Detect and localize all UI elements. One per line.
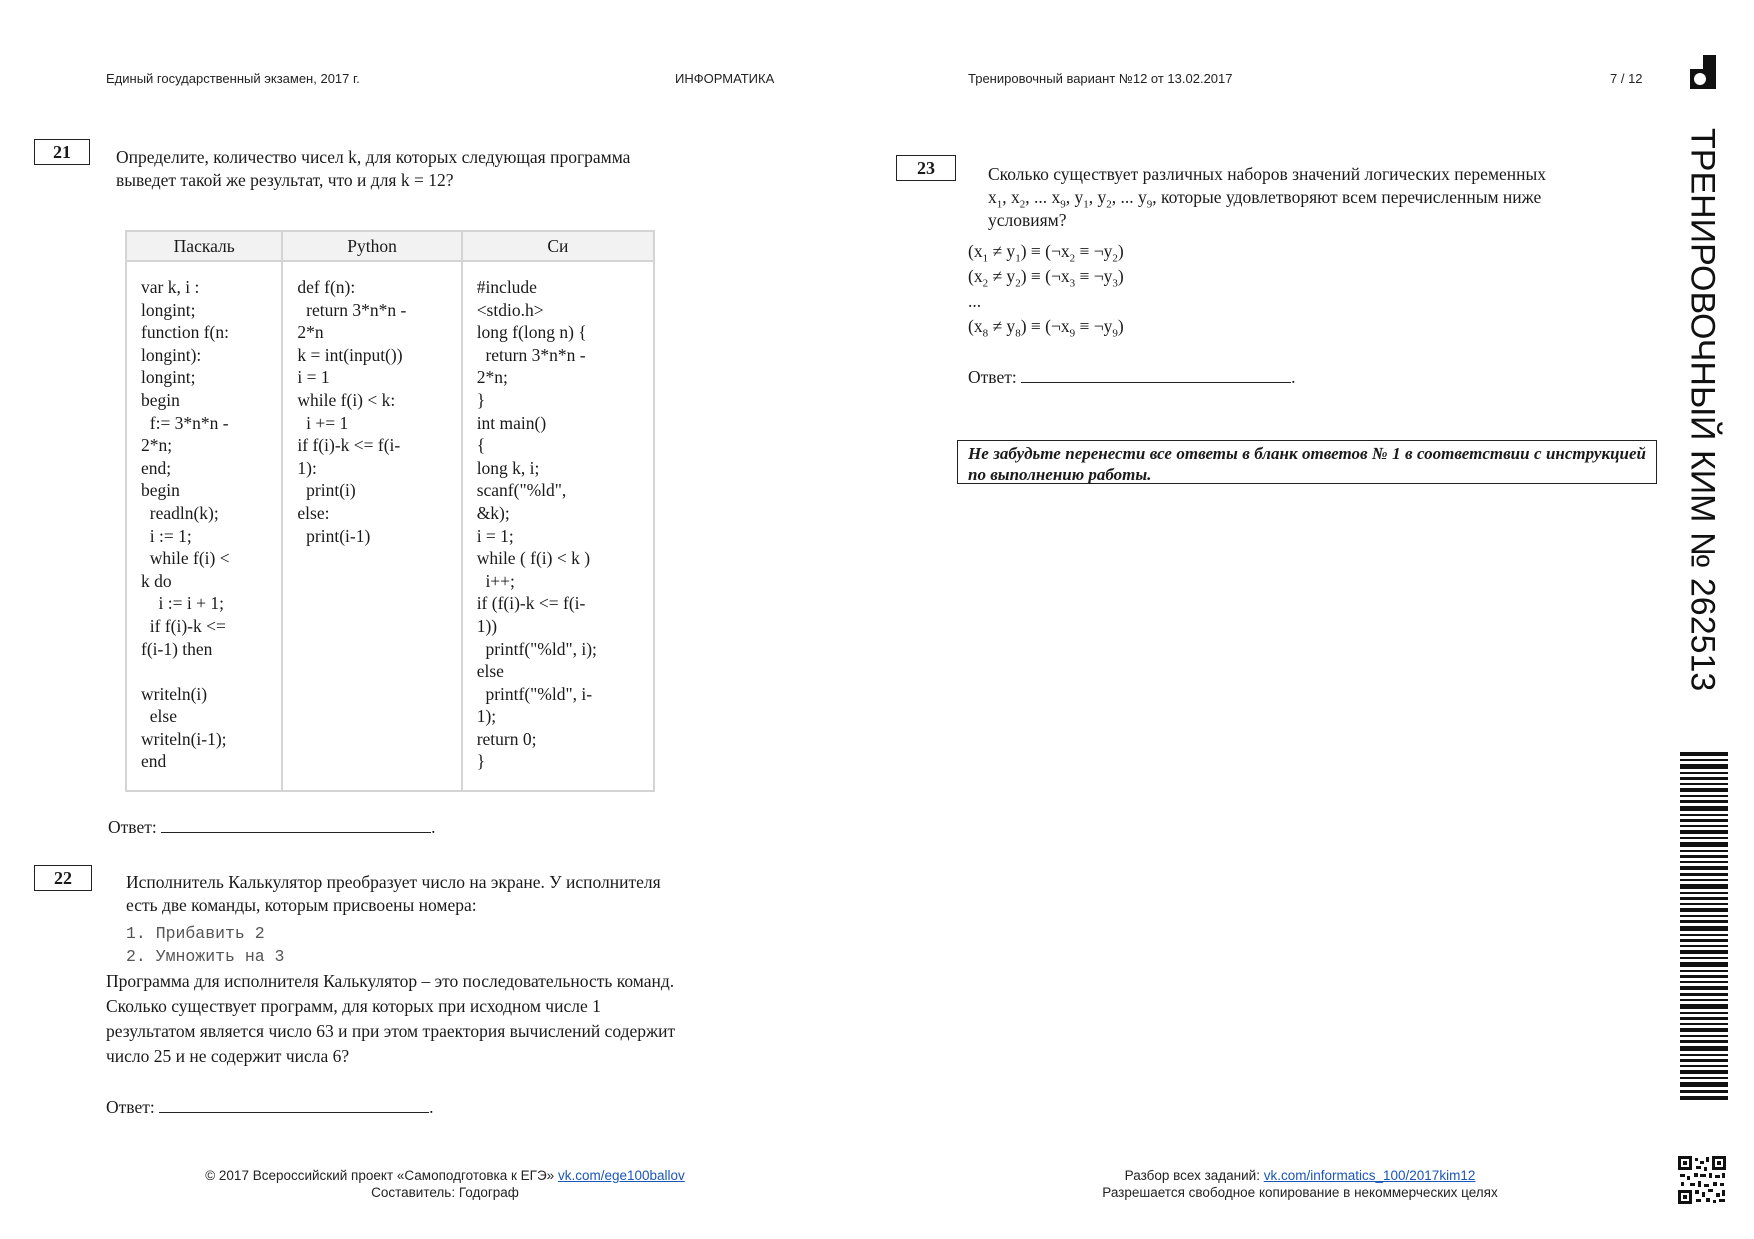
header-exam-title: Единый государственный экзамен, 2017 г. [106, 71, 360, 86]
code-header-python: Python [282, 231, 461, 261]
side-title: ТРЕНИРОВОЧНЫЙ КИМ № 262513 [1683, 128, 1722, 692]
answer-field[interactable] [161, 814, 431, 833]
task-22-text-line1: Исполнитель Калькулятор преобразует число на экране. У исполнителя [126, 872, 661, 892]
task-23-text-line2: $x_1$, $x_2$, ... $x_9$, $y_1$, $y_2$, ... $y_9$, которые удовлетворяют всем перечисленным ниже [988, 187, 1542, 211]
reminder-box: Не забудьте перенести все ответы в бланк ответов № 1 в соответствии с инструкцией по выполнению работы. [957, 440, 1657, 484]
footer-solutions-link[interactable]: vk.com/informatics_100/2017kim12 [1263, 1168, 1476, 1183]
task-22-paragraph-line2: Сколько существует программ, для которых при исходном числе 1 [106, 996, 601, 1016]
code-pascal: var k, i : longint; function f(n: longint): longint; begin f:= 3*n*n - 2*n; end; begin readln(k); i := 1; while f(i) < k do i := i + 1; if f(i)-k <= f(i-1) then writeln(i) else writeln(i-1); end [126, 261, 282, 791]
footer-left-line2: Составитель: Годограф [371, 1185, 519, 1200]
footer-right-line2: Разрешается свободное копирование в некоммерческих целях [1102, 1185, 1498, 1200]
barcode-icon [1680, 752, 1732, 1102]
answer-field[interactable] [1021, 364, 1291, 383]
command-1: 1. Прибавить 2 [126, 924, 265, 943]
task-22-answer: Ответ: . [106, 1094, 433, 1119]
corner-logo-icon [1690, 55, 1716, 89]
code-header-c: Си [462, 231, 654, 261]
task-22-number: 22 [34, 865, 92, 891]
command-2: 2. Умножить на 3 [126, 947, 285, 966]
code-table [125, 230, 655, 792]
footer-project-link[interactable]: vk.com/ege100ballov [557, 1168, 685, 1183]
condition-2: $(x_2 \ne y_2)$ ≡ ($\neg x_3$ ≡ $\neg y_3$) [968, 266, 1124, 290]
task-21-text-line2: выведет такой же результат, что и для k = 12? [116, 170, 454, 190]
code-header-pascal: Паскаль [126, 231, 282, 261]
task-21-answer: Ответ: . [108, 814, 435, 839]
task-23-number: 23 [896, 155, 956, 181]
header-page-number: 7 / 12 [1610, 71, 1643, 86]
header-subject: ИНФОРМАТИКА [675, 71, 775, 86]
task-22-paragraph-line4: число 25 и не содержит числа 6? [106, 1046, 350, 1066]
task-22-paragraph-line3: результатом является число 63 и при этом траектория вычислений содержит [106, 1021, 676, 1041]
header-variant: Тренировочный вариант №12 от 13.02.2017 [968, 71, 1233, 86]
footer-left-line1: © 2017 Всероссийский проект «Самоподготовка к ЕГЭ» vk.com/ege100ballov [205, 1168, 685, 1183]
footer-right-line1: Разбор всех заданий: vk.com/informatics_100/2017kim12 [1124, 1168, 1476, 1183]
task-21-text-line1: Определите, количество чисел k, для которых следующая программа [116, 147, 631, 167]
qr-code-icon [1678, 1156, 1726, 1204]
code-c: #include <stdio.h> long f(long n) { return 3*n*n - 2*n; } int main() { long k, i; scanf("%ld", &k); i = 1; while ( f(i) < k ) i++; if (f(i)-k <= f(i- 1)) printf("%ld", i); else printf("%ld", i- 1); return 0; } [462, 261, 654, 791]
task-23-text-line1: Сколько существует различных наборов значений логических переменных [988, 164, 1547, 184]
condition-ellipsis: ... [968, 291, 982, 311]
task-23-text-line3: условиям? [988, 210, 1067, 230]
task-22-text-line2: есть две команды, которым присвоены номера: [126, 895, 477, 915]
task-21-number: 21 [34, 139, 90, 165]
answer-label: Ответ: [106, 1097, 155, 1117]
answer-label: Ответ: [108, 817, 157, 837]
condition-8: $(x_8 \ne y_8)$ ≡ ($\neg x_9$ ≡ $\neg y_9$) [968, 316, 1124, 340]
code-python: def f(n): return 3*n*n - 2*n k = int(input()) i = 1 while f(i) < k: i += 1 if f(i)-k <= f(i- 1): print(i) else: print(i-1) [282, 261, 461, 791]
condition-1: $(x_1 \ne y_1)$ ≡ ($\neg x_2$ ≡ $\neg y_2$) [968, 241, 1124, 265]
answer-label: Ответ: [968, 367, 1017, 387]
answer-field[interactable] [159, 1094, 429, 1113]
task-22-paragraph-line1: Программа для исполнителя Калькулятор – это последовательность команд. [106, 971, 675, 991]
task-23-answer: Ответ: . [968, 364, 1295, 389]
